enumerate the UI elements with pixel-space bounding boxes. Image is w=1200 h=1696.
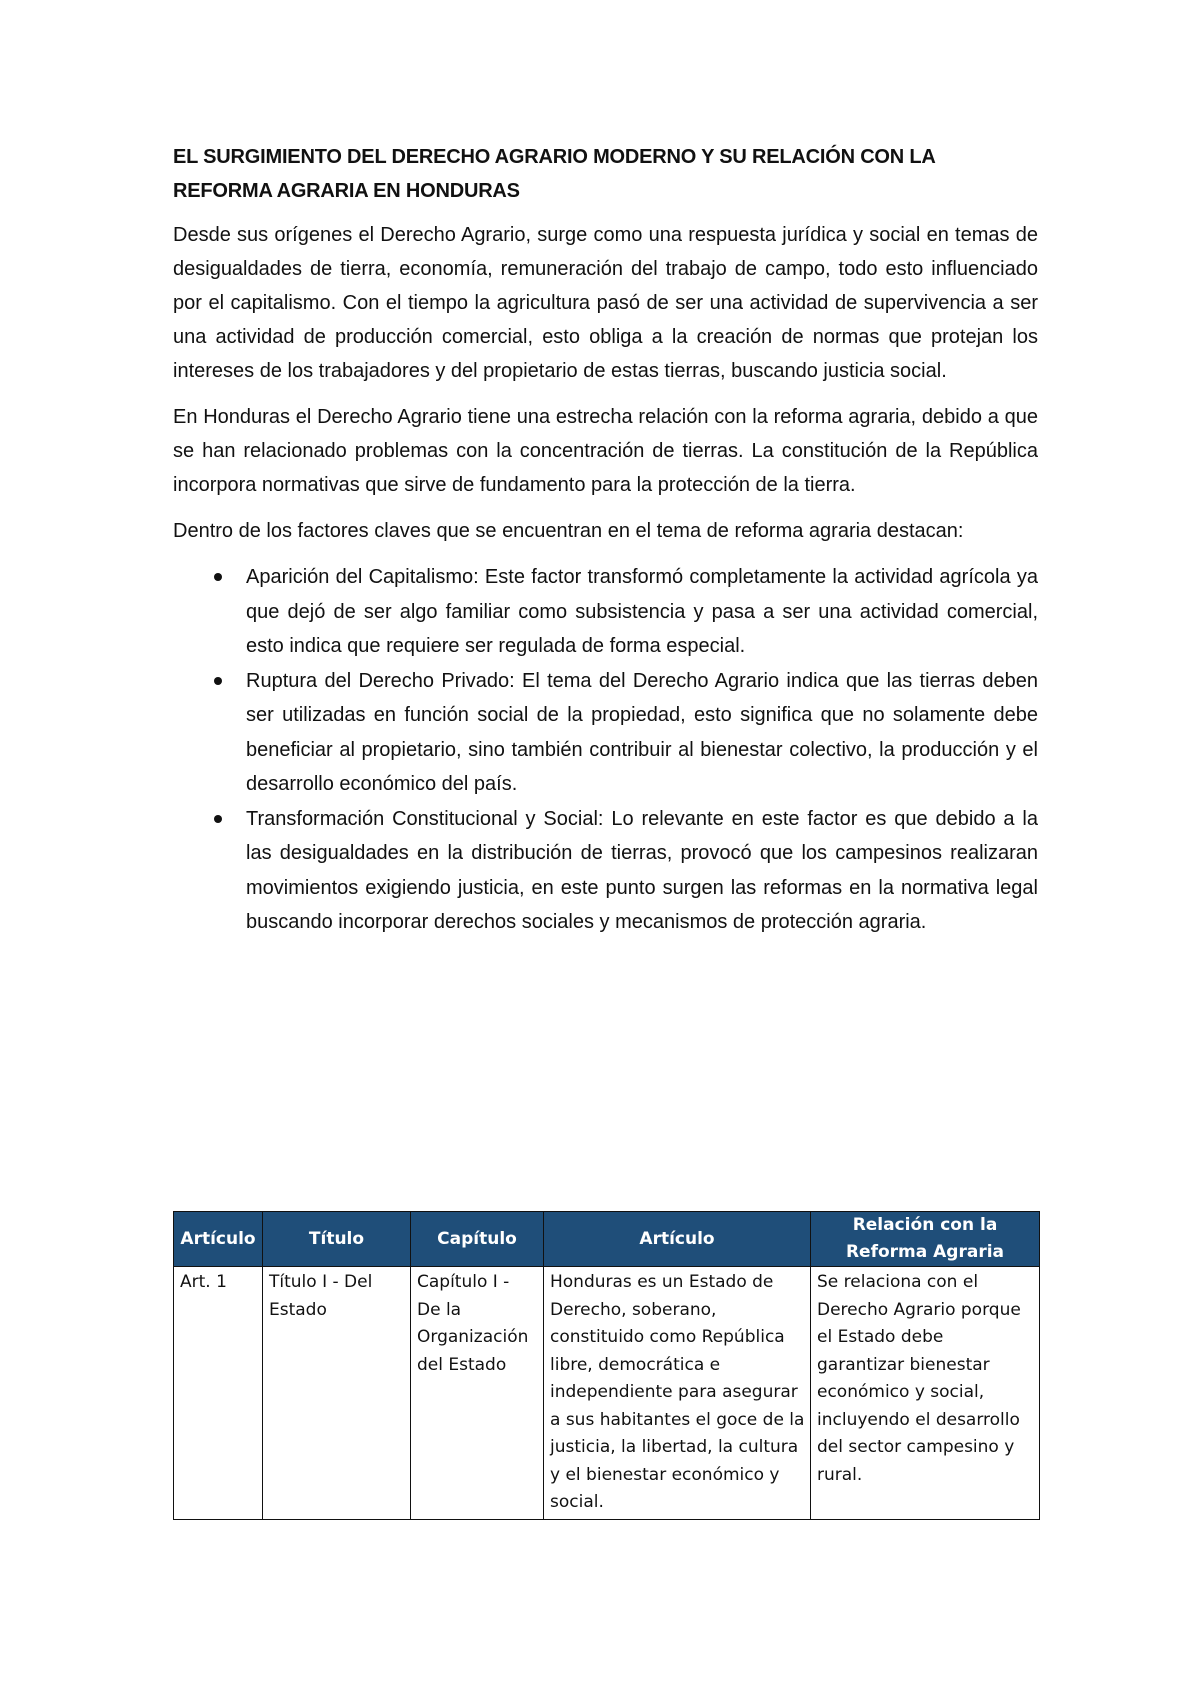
table-header-row [174,1212,1040,1267]
bullet-icon [214,677,222,685]
paragraph-key-factors: Dentro de los factores claves que se encuentran en el tema de reforma agraria destacan: [173,520,964,542]
paragraph-honduras: En Honduras el Derecho Agrario tiene una estrecha relación con la reforma agraria, debido a que se han relacionado problemas con la concentración de tierras. La constitución de la República incorpora normativas que sirve de fundamento para la protección de la tierra. [173,406,1038,496]
cell-capitulo: Capítulo I - De la Organización del Estado [411,1267,544,1520]
constitution-table [173,1211,1040,1520]
list-item-text: Ruptura del Derecho Privado: El tema del Derecho Agrario indica que las tierras deben ser utilizadas en función social de la propiedad, esto significa que no solamente debe beneficiar al propietario, sino también contribuir al bienestar colectivo, la producción y el desarrollo económico del país. [246,669,1038,795]
column-header-relacion: Relación con la Reforma Agraria [811,1212,1040,1267]
cell-articulo-texto: Honduras es un Estado de Derecho, soberano, constituido como República libre, democrática e independiente para asegurar a sus habitantes el goce de la justicia, la libertad, la cultura y el bienestar económico y social. [544,1267,811,1520]
cell-titulo: Título I - Del Estado [263,1267,411,1520]
list-item-text: Transformación Constitucional y Social: Lo relevante en este factor es que debido a la las desigualdades en la distribución de tierras, provocó que los campesinos realizaran movimientos exigiendo justicia, en este punto surgen las reformas en la normativa legal buscando incorporar derechos sociales y mecanismos de protección agraria. [246,807,1038,933]
column-header-articulo-texto: Artículo [544,1212,811,1267]
factors-list [173,560,1038,940]
constitution-table-container [173,1211,1039,1520]
list-item-text: Aparición del Capitalismo: Este factor transformó completamente la actividad agrícola ya que dejó de ser algo familiar como subsistencia y pasa a ser una actividad comercial, esto indica que requiere ser regulada de forma especial. [246,566,1038,657]
column-header-titulo: Título [263,1212,411,1267]
column-header-articulo: Artículo [174,1212,263,1267]
bullet-icon [214,573,222,581]
list-item [173,560,1038,664]
document-body [173,140,1038,940]
cell-articulo: Art. 1 [174,1267,263,1520]
table-row [174,1267,1040,1520]
column-header-capitulo: Capítulo [411,1212,544,1267]
list-item [173,802,1038,940]
bullet-icon [214,815,222,823]
document-title: EL SURGIMIENTO DEL DERECHO AGRARIO MODERNO Y SU RELACIÓN CON LA REFORMA AGRARIA EN HONDURAS [173,146,935,202]
list-item [173,664,1038,802]
paragraph-origins: Desde sus orígenes el Derecho Agrario, surge como una respuesta jurídica y social en temas de desigualdades de tierra, economía, remuneración del trabajo de campo, todo esto influenciado por el capitalismo. Con el tiempo la agricultura pasó de ser una actividad de supervivencia a ser una actividad de producción comercial, esto obliga a la creación de normas que protejan los intereses de los trabajadores y del propietario de estas tierras, buscando justicia social. [173,224,1038,382]
cell-relacion: Se relaciona con el Derecho Agrario porque el Estado debe garantizar bienestar económico y social, incluyendo el desarrollo del sector campesino y rural. [811,1267,1040,1520]
